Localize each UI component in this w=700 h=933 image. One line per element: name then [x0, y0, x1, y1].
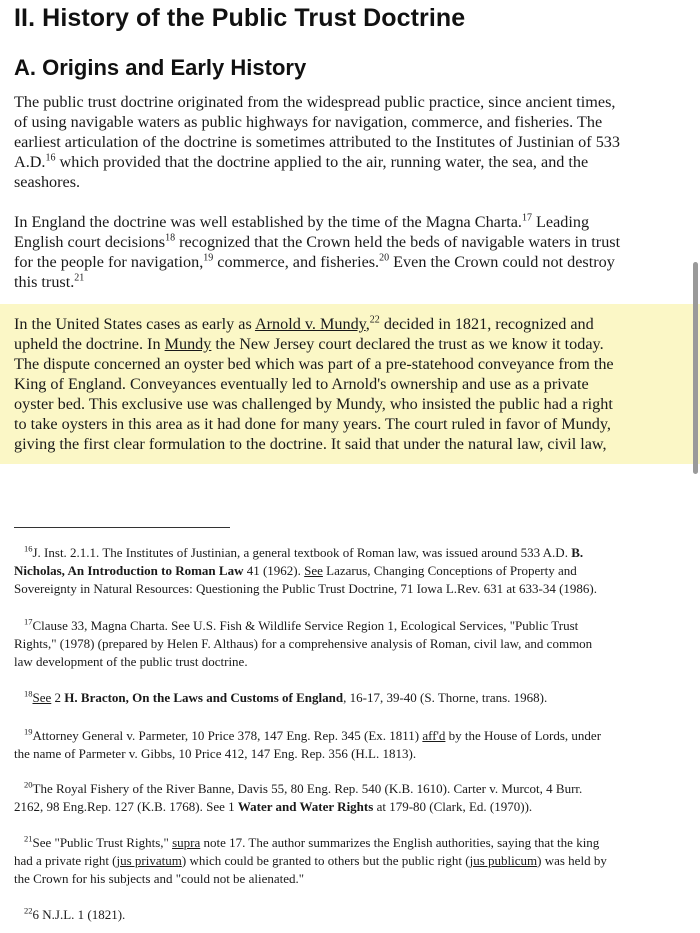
text-run: The Royal Fishery of the River Banne, Davis 55, 80 Eng. Rep. 540 (K.B. 1610). Carter v. Murcot, 4 Burr.: [32, 781, 583, 796]
text-run: decided in 1821, recognized and: [379, 315, 594, 333]
footnote-number: 21: [24, 833, 33, 844]
text-run: note 17. The author summarizes the English authorities, saying that the king: [200, 835, 600, 850]
subsection-heading: A. Origins and Early History: [14, 55, 307, 80]
text-line: King of England. Conveyances eventually led to Arnold's ownership and use as a private: [14, 375, 589, 393]
footnote-line: [14, 562, 577, 580]
footnote-ref-19[interactable]: 19: [203, 252, 214, 264]
footnote-divider: [14, 527, 230, 528]
text-run: ,: [365, 315, 370, 333]
text-run: In England the doctrine was well established by the time of the Magna Charta.: [14, 213, 522, 231]
footnote-line: [14, 727, 601, 745]
book-title: Nicholas, An Introduction to Roman Law: [14, 563, 244, 578]
text-line: earliest articulation of the doctrine is sometimes attributed to the Institutes of Justinian of 533: [14, 133, 620, 151]
text-line: giving the first clear formulation to the doctrine. It said that under the natural law, civil law,: [14, 435, 607, 453]
text-run: , 16-17, 39-40 (S. Thorne, trans. 1968).: [343, 690, 548, 705]
text-line: [14, 232, 620, 252]
footnote-line: [14, 780, 582, 798]
text-run: for the people for navigation,: [14, 253, 204, 271]
footnote-number: 17: [24, 616, 33, 627]
footnote-number: 19: [24, 726, 33, 737]
text-run: In the United States cases as early as: [14, 315, 255, 333]
text-run: which provided that the doctrine applied to the air, running water, the sea, and the: [55, 153, 589, 171]
text-line: [14, 314, 594, 334]
book-title: H. Bracton, On the Laws and Customs of England: [64, 690, 344, 705]
text-line: [14, 252, 615, 272]
case-name-mundy: Mundy: [164, 335, 212, 353]
text-line: seashores.: [14, 173, 81, 191]
footnote-line: [14, 834, 599, 852]
text-run: A.D.: [14, 153, 46, 171]
footnote-number: 22: [24, 905, 33, 916]
footnote-ref-21[interactable]: 21: [74, 272, 85, 284]
text-run: Lazarus, Changing Conceptions of Property and: [322, 563, 577, 578]
term-jus-publicum: jus publicum: [469, 853, 538, 868]
text-run: upheld the doctrine. In: [14, 335, 165, 353]
text-run: See "Public Trust Rights,": [32, 835, 173, 850]
footnote-number: 20: [24, 779, 33, 790]
text-run: by the House of Lords, under: [445, 728, 602, 743]
text-run: this trust.: [14, 273, 75, 291]
footnote-ref-18[interactable]: 18: [165, 232, 176, 244]
text-run: ) was held by: [537, 853, 607, 868]
text-line: oyster bed. This exclusive use was challenged by Mundy, who insisted the public had a right: [14, 395, 613, 413]
footnote-line: [14, 544, 583, 562]
text-line: [14, 272, 84, 292]
footnote-ref-17[interactable]: 17: [521, 212, 532, 224]
text-run: had a private right (: [14, 853, 117, 868]
footnote-line: the Crown for his subjects and "could not be alienated.": [14, 871, 305, 886]
footnote-ref-20[interactable]: 20: [379, 252, 390, 264]
text-run: recognized that the Crown held the beds of navigable waters in trust: [175, 233, 621, 251]
case-name-arnold-v-mundy: Arnold v. Mundy: [254, 315, 366, 333]
text-run: English court decisions: [14, 233, 166, 251]
text-run: 41 (1962).: [243, 563, 305, 578]
footnote-line: Sovereignty in Natural Resources: Questioning the Public Trust Doctrine, 71 Iowa L.Rev. 631 at 633-34 (1986).: [14, 581, 597, 596]
text-run: Even the Crown could not destroy: [389, 253, 615, 271]
footnote-line: [14, 798, 532, 816]
book-title: Water and Water Rights: [237, 799, 374, 814]
text-run: 2: [51, 690, 65, 705]
text-run: at 179-80 (Clark, Ed. (1970)).: [373, 799, 533, 814]
signal-supra: supra: [172, 835, 201, 850]
scrollbar[interactable]: [693, 262, 698, 474]
section-heading: II. History of the Public Trust Doctrine: [14, 4, 466, 32]
text-line: The dispute concerned an oyster bed which was part of a pre-statehood conveyance from the: [14, 355, 614, 373]
footnote-line: law development of the public trust doctrine.: [14, 654, 248, 669]
signal-affd: aff'd: [422, 728, 446, 743]
footnote-line: [14, 906, 125, 924]
text-run: Leading: [531, 213, 590, 231]
text-line: of using navigable waters as public highways for navigation, commerce, and fisheries. The: [14, 113, 603, 131]
text-run: commerce, and fisheries.: [213, 253, 380, 271]
footnote-number: 18: [24, 688, 33, 699]
footnote-line: the name of Parmeter v. Gibbs, 10 Price 412, 147 Eng. Rep. 356 (H.L. 1813).: [14, 746, 417, 761]
footnote-line: [14, 852, 607, 870]
term-jus-privatum: jus privatum: [116, 853, 182, 868]
signal-see: See: [304, 563, 323, 578]
text-run: Clause 33, Magna Charta. See U.S. Fish & Wildlife Service Region 1, Ecological Services, "Public Trust: [32, 618, 579, 633]
text-run: 6 N.J.L. 1 (1821).: [32, 907, 126, 922]
footnote-ref-16[interactable]: 16: [45, 152, 56, 164]
footnote-line: Rights," (1978) (prepared by Helen F. Althaus) for a comprehensive analysis of Roman, civil law, and common: [14, 636, 593, 651]
text-line: to take oysters in this area as it had done for many years. The court ruled in favor of Mundy,: [14, 415, 611, 433]
text-line: [14, 212, 589, 232]
text-run: B.: [571, 545, 584, 560]
text-line: [14, 152, 588, 172]
footnote-line: [14, 617, 578, 635]
text-run: Attorney General v. Parmeter, 10 Price 378, 147 Eng. Rep. 345 (Ex. 1811): [32, 728, 423, 743]
footnote-number: 16: [24, 543, 33, 554]
text-line: The public trust doctrine originated from the widespread public practice, since ancient times,: [14, 93, 616, 111]
text-run: ) which could be granted to others but the public right (: [181, 853, 470, 868]
footnote-line: [14, 689, 547, 707]
signal-see: See: [32, 690, 52, 705]
text-run: 2162, 98 Eng.Rep. 127 (K.B. 1768). See 1: [14, 799, 238, 814]
text-run: the New Jersey court declared the trust as we know it today.: [211, 335, 604, 353]
footnote-ref-22[interactable]: 22: [369, 314, 380, 326]
text-run: J. Inst. 2.1.1. The Institutes of Justinian, a general textbook of Roman law, was issued around 533 A.D.: [32, 545, 572, 560]
text-line: [14, 334, 604, 354]
